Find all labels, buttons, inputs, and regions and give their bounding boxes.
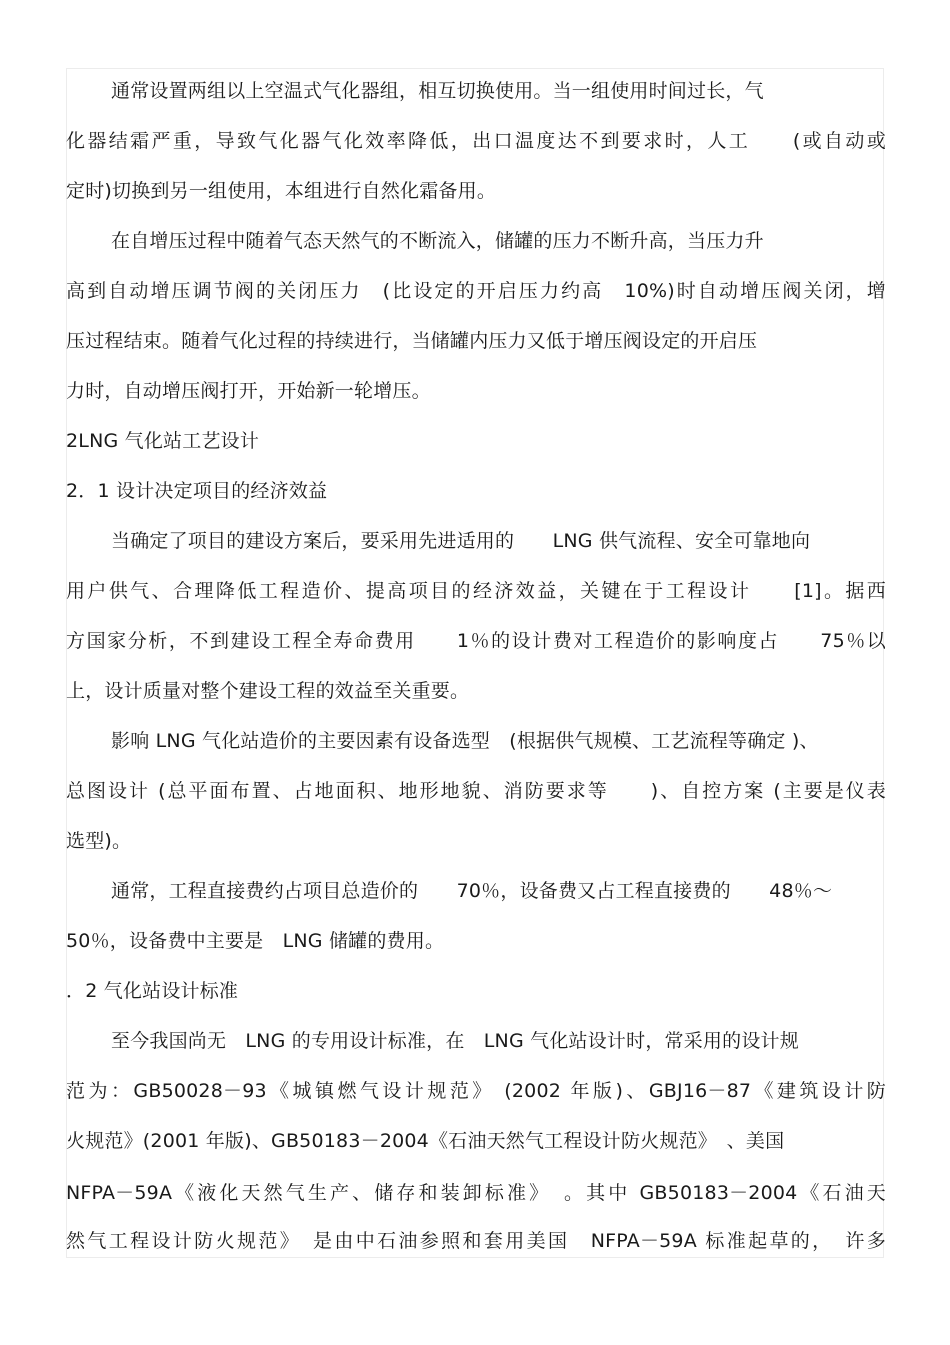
text-line: 化器结霜严重，导致气化器气化效率降低，出口温度达不到要求时，人工 (或自动或 — [66, 130, 886, 152]
text-line: 定时)切换到另一组使用，本组进行自然化霜备用。 — [66, 180, 497, 202]
text-line: 当确定了项目的建设方案后，要采用先进适用的 LNG 供气流程、安全可靠地向 — [111, 530, 811, 552]
text-line: 然气工程设计防火规范》 是由中石油参照和套用美国 NFPA－59A 标准起草的， 许多 — [66, 1230, 886, 1252]
subsection-heading: ．2 气化站设计标准 — [66, 980, 239, 1002]
text-line: 方国家分析，不到建设工程全寿命费用 1％的设计费对工程造价的影响度占 75％以 — [66, 630, 886, 652]
text-line: 总图设计 (总平面布置、占地面积、地形地貌、消防要求等 )、自控方案 (主要是仪表 — [66, 780, 886, 802]
text-line: 压过程结束。随着气化过程的持续进行，当储罐内压力又低于增压阀设定的开启压 — [66, 330, 758, 352]
text-line: 上，设计质量对整个建设工程的效益至关重要。 — [66, 680, 470, 702]
text-line: 50％，设备费中主要是 LNG 储罐的费用。 — [66, 930, 445, 952]
text-line: 范为：GB50028－93《城镇燃气设计规范》 (2002 年版)、GBJ16－87《建筑设计防 — [66, 1080, 886, 1102]
text-line: 至今我国尚无 LNG 的专用设计标准，在 LNG 气化站设计时，常采用的设计规 — [111, 1030, 799, 1052]
text-line: 影响 LNG 气化站造价的主要因素有设备选型 (根据供气规模、工艺流程等确定 )、 — [111, 730, 819, 752]
text-line: 用户供气、合理降低工程造价、提高项目的经济效益，关键在于工程设计 [1]。据西 — [66, 580, 886, 602]
text-line: 通常设置两组以上空温式气化器组，相互切换使用。当一组使用时间过长，气 — [111, 80, 764, 102]
text-line: 在自增压过程中随着气态天然气的不断流入，储罐的压力不断升高，当压力升 — [111, 230, 764, 252]
text-line: 火规范》(2001 年版)、GB50183－2004《石油天然气工程设计防火规范》 、美国 — [66, 1130, 785, 1152]
subsection-heading: 2．1 设计决定项目的经济效益 — [66, 480, 328, 502]
section-heading: 2LNG 气化站工艺设计 — [66, 430, 260, 452]
text-line: 通常，工程直接费约占项目总造价的 70％，设备费又占工程直接费的 48％～ — [111, 880, 833, 902]
text-line: 力时，自动增压阀打开，开始新一轮增压。 — [66, 380, 431, 402]
text-line: NFPA－59A《液化天然气生产、储存和装卸标准》 。其中 GB50183－2004《石油天 — [66, 1182, 886, 1204]
text-line: 高到自动增压调节阀的关闭压力 (比设定的开启压力约高 10%)时自动增压阀关闭，增 — [66, 280, 886, 302]
text-line: 选型)。 — [66, 830, 132, 852]
